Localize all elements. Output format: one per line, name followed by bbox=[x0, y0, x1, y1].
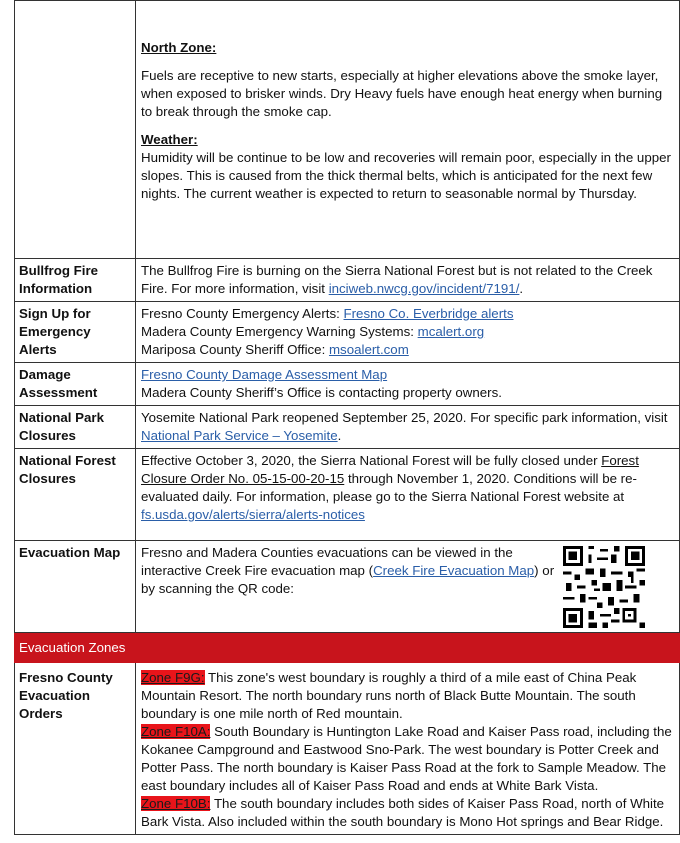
alert-line-madera bbox=[141, 323, 675, 341]
mcalert-link[interactable]: mcalert.org bbox=[417, 324, 485, 339]
sierra-alerts-link[interactable]: fs.usda.gov/alerts/sierra/alerts-notices bbox=[141, 507, 365, 522]
zone-text: South Boundary is Huntington Lake Road and Kaiser Pass road, including the Kokanee Campground and Eastwood Sno-Park. The west boundary is Potter Creek and Potter Pass. The north boundary is Kaiser Pass Road at the fork to Sample Meadow. The east boundary includes all of Kaiser Pass Road and ends at White Bark Vista. bbox=[141, 724, 672, 793]
damage-map-link[interactable]: Fresno County Damage Assessment Map bbox=[141, 367, 388, 382]
forest-cell bbox=[136, 449, 680, 541]
north-zone-heading: North Zone: bbox=[141, 40, 217, 55]
park-cell bbox=[136, 406, 680, 449]
park-label: National Park Closures bbox=[15, 406, 136, 449]
row-evacuation-zones-band bbox=[15, 633, 680, 663]
bullfrog-text: The Bullfrog Fire is burning on the Sierra National Forest but is not related to the Creek Fire. For more information, visit bbox=[141, 263, 653, 296]
zone-f10a bbox=[141, 723, 675, 795]
alert-line-mariposa bbox=[141, 341, 675, 359]
row-fresno-orders bbox=[15, 663, 680, 835]
evac-map-label: Evacuation Map bbox=[15, 541, 136, 633]
evac-map-text: Fresno and Madera Counties evacuations can be viewed in the interactive Creek Fire evacuation map ( bbox=[141, 545, 513, 578]
fire-behavior-cell bbox=[136, 1, 680, 259]
park-tail: . bbox=[337, 428, 342, 443]
bullfrog-label: Bullfrog Fire Information bbox=[15, 259, 136, 302]
msoalert-link[interactable]: msoalert.com bbox=[328, 342, 409, 357]
row-alerts bbox=[15, 302, 680, 363]
evac-map-cell bbox=[136, 541, 680, 633]
zone-text: The south boundary includes both sides of Kaiser Pass Road, north of White Bark Vista. Also included within the south boundary is Mono Hot springs and Bear Ridge. bbox=[141, 796, 665, 829]
fresno-orders-label: Fresno County Evacuation Orders bbox=[15, 663, 136, 835]
empty-label-cell bbox=[15, 1, 136, 259]
evac-map-tail: ) or by scanning the QR code: bbox=[141, 563, 555, 596]
band-filler bbox=[136, 633, 680, 663]
row-damage bbox=[15, 363, 680, 406]
fresno-orders-cell bbox=[136, 663, 680, 835]
forest-text: Effective October 3, 2020, the Sierra National Forest will be fully closed under bbox=[141, 453, 602, 468]
nps-yosemite-link[interactable]: National Park Service – Yosemite bbox=[141, 428, 338, 443]
alerts-cell bbox=[136, 302, 680, 363]
alert-line-fresno bbox=[141, 305, 675, 323]
alert-text: Madera County Emergency Warning Systems: bbox=[141, 324, 418, 339]
zone-f10b bbox=[141, 795, 675, 831]
weather-text: Humidity will be continue to be low and recoveries will remain poor, especially in the upper slopes. This is caused from the thick thermal belts, which is anticipated for the next few nights. The current weather is expected to return to seasonable normal by Thursday. bbox=[141, 150, 671, 201]
zone-tag: Zone F10B: bbox=[141, 796, 211, 811]
zone-tag: Zone F9G: bbox=[141, 670, 205, 685]
north-zone-text: Fuels are receptive to new starts, especially at higher elevations above the smoke layer, when exposed to brisker winds. Dry Heavy fuels have enough heat energy when burning to break through the smoke cap. bbox=[141, 68, 663, 119]
qr-code-icon bbox=[563, 546, 645, 628]
damage-text: Madera County Sheriff’s Office is contacting property owners. bbox=[141, 385, 502, 400]
row-park bbox=[15, 406, 680, 449]
info-table bbox=[14, 0, 680, 835]
creek-fire-map-link[interactable]: Creek Fire Evacuation Map bbox=[373, 563, 535, 578]
zone-f9g bbox=[141, 669, 675, 723]
damage-label: Damage Assessment bbox=[15, 363, 136, 406]
alert-text: Fresno County Emergency Alerts: bbox=[141, 306, 344, 321]
damage-cell bbox=[136, 363, 680, 406]
row-bullfrog bbox=[15, 259, 680, 302]
row-fire-behavior bbox=[15, 1, 680, 259]
bullfrog-link[interactable]: inciweb.nwcg.gov/incident/7191/ bbox=[328, 281, 520, 296]
park-text: Yosemite National Park reopened September 25, 2020. For specific park information, visit bbox=[141, 410, 668, 425]
zone-text: This zone's west boundary is roughly a third of a mile east of China Peak Mountain Resort. The north boundary runs north of Black Butte Mountain. The south boundary is one mile north of Red mountain. bbox=[141, 670, 637, 721]
evacuation-zones-label: Evacuation Zones bbox=[15, 633, 136, 663]
forest-label: National Forest Closures bbox=[15, 449, 136, 541]
fresno-everbridge-link[interactable]: Fresno Co. Everbridge alerts bbox=[343, 306, 514, 321]
weather-heading: Weather: bbox=[141, 132, 198, 147]
closure-order-link[interactable]: Forest Closure Order No. 05-15-00-20-15 bbox=[141, 453, 639, 486]
row-evac-map bbox=[15, 541, 680, 633]
row-forest bbox=[15, 449, 680, 541]
forest-text-cont: through November 1, 2020. Conditions will be re-evaluated daily. For information, please go to the Sierra National Forest website at bbox=[141, 471, 637, 504]
bullfrog-cell bbox=[136, 259, 680, 302]
bullfrog-tail: . bbox=[519, 281, 524, 296]
alert-text: Mariposa County Sheriff Office: bbox=[141, 342, 329, 357]
zone-tag: Zone F10A: bbox=[141, 724, 211, 739]
alerts-label: Sign Up for Emergency Alerts bbox=[15, 302, 136, 363]
